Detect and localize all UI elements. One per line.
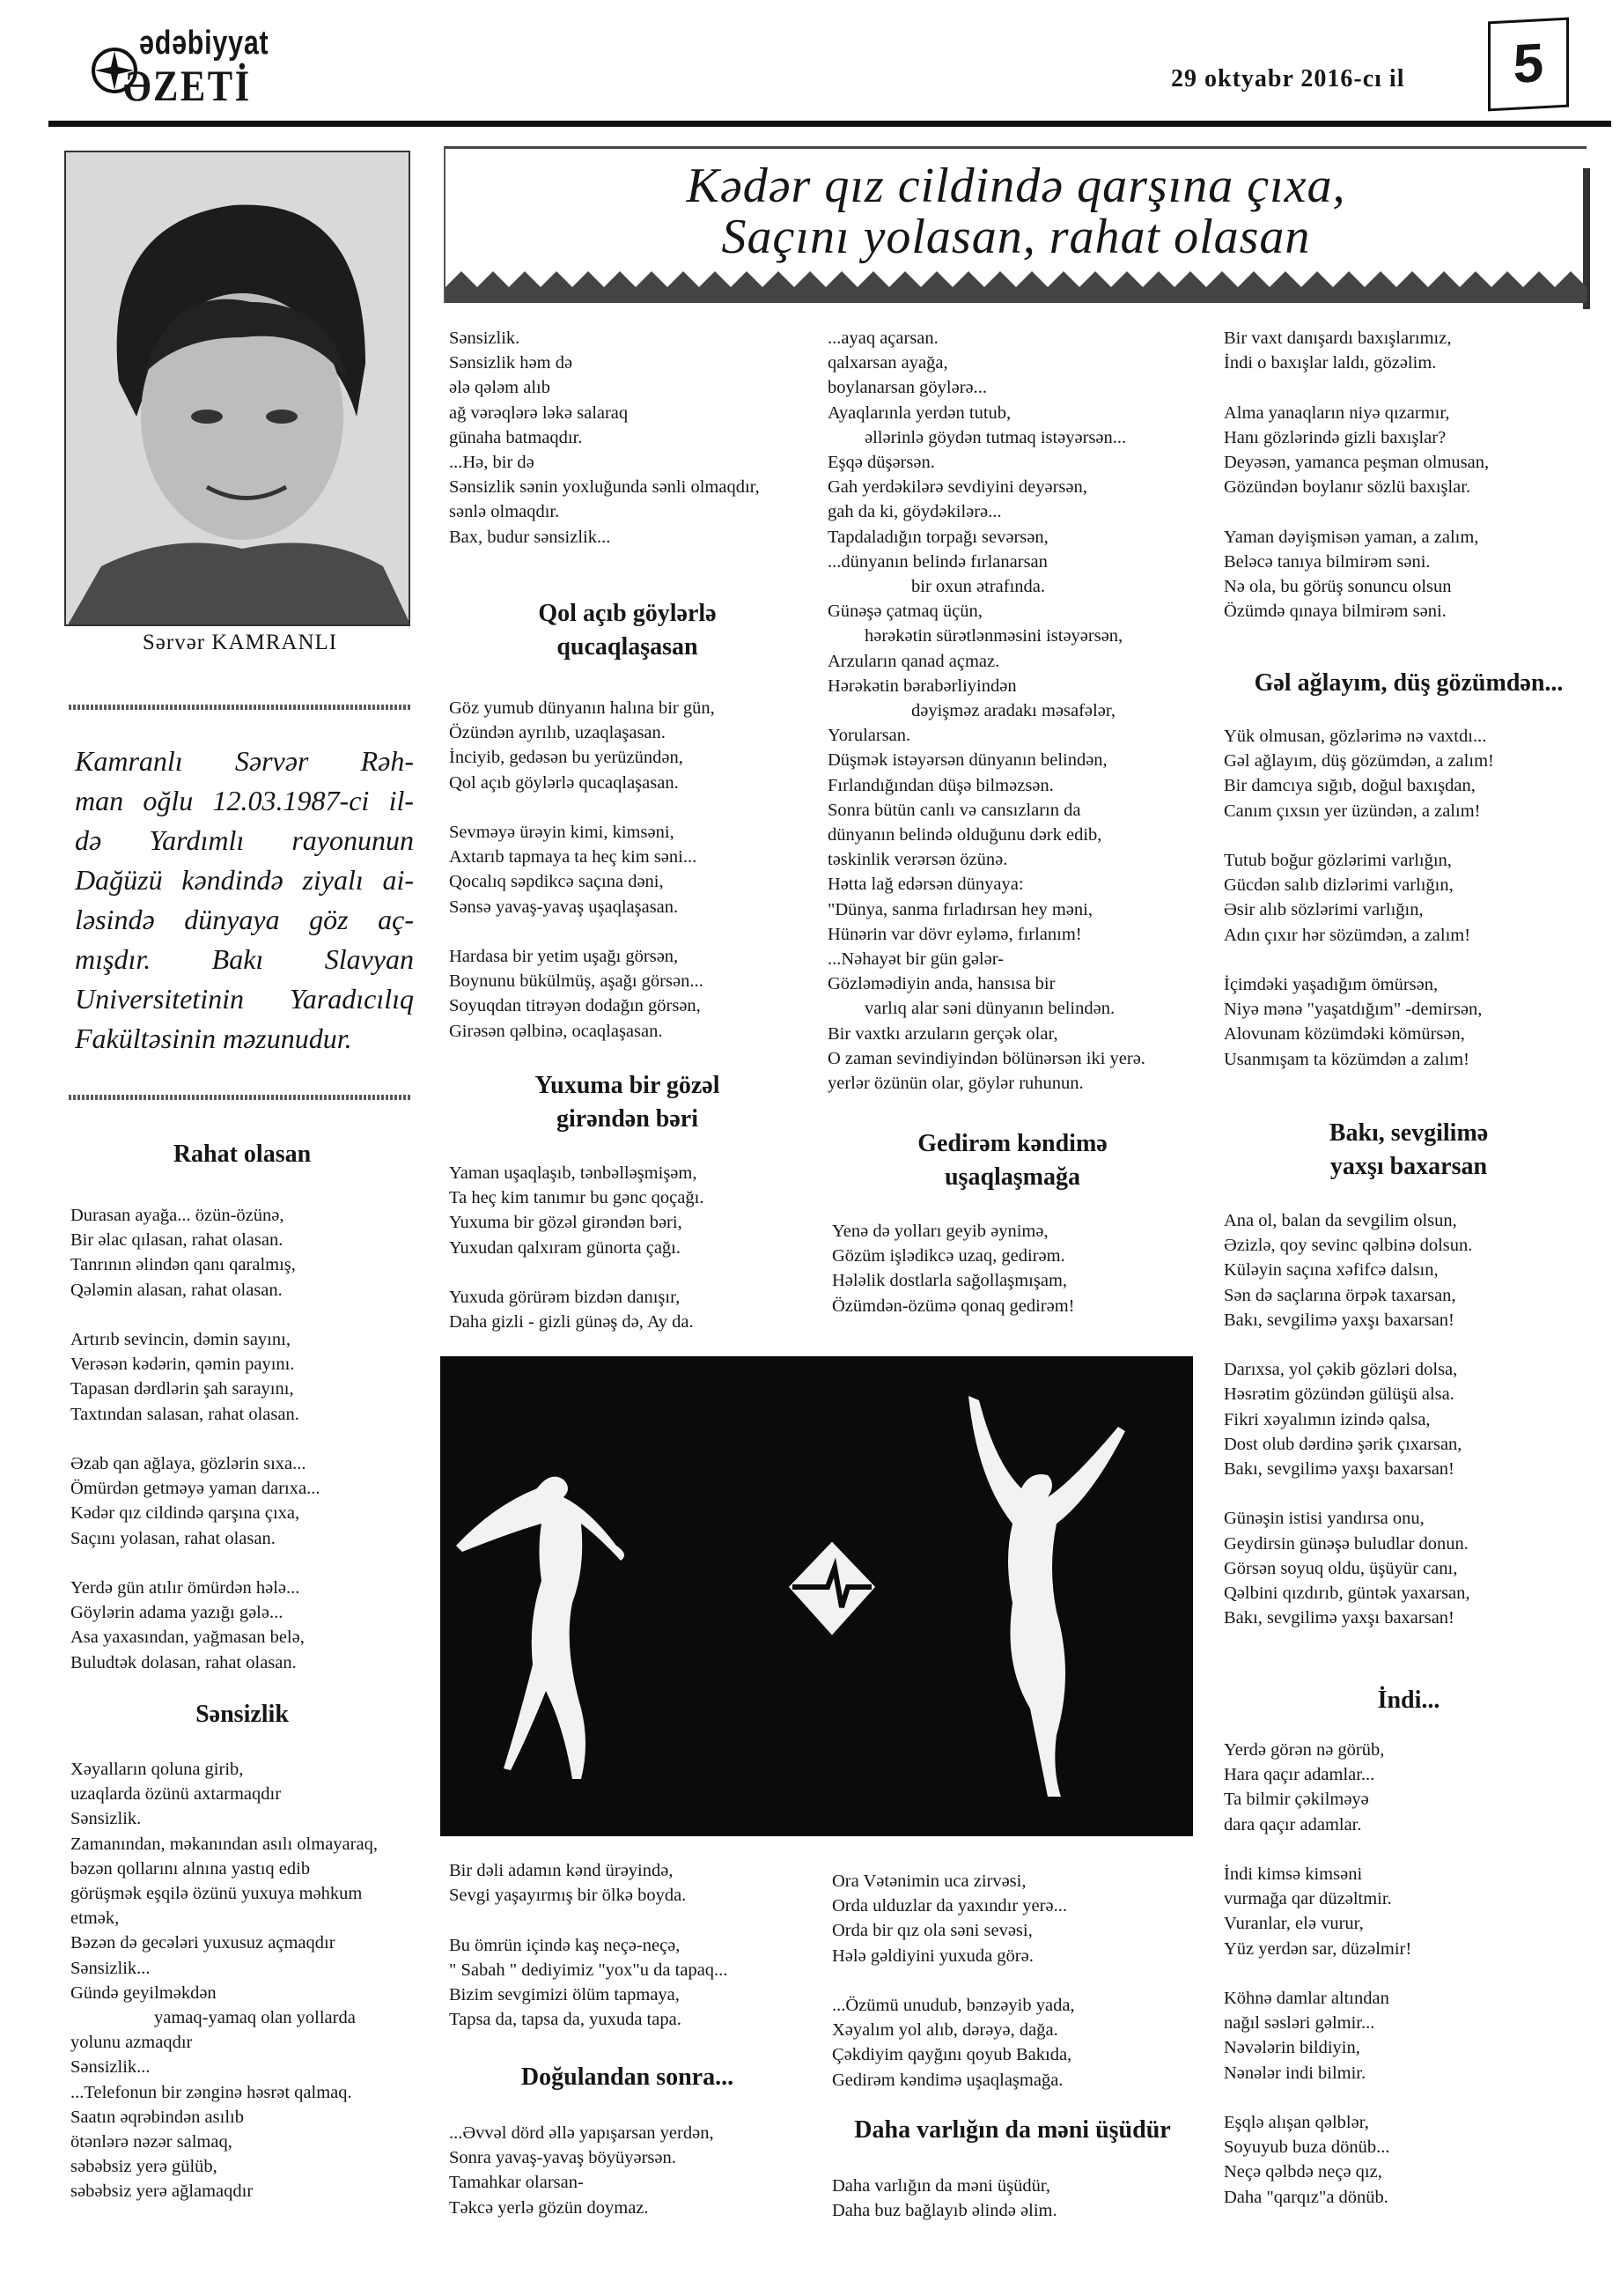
author-caption: Sərvər KAMRANLI — [142, 631, 338, 654]
poem-line: əllərinlə göydən tutmaq istəyərsən... — [865, 427, 1127, 447]
poem-line: Qocalıq səpdikcə saçına dəni, — [449, 872, 664, 892]
poem-line: Göz yumub dünyanın halına bir gün, — [449, 698, 715, 718]
poem-title-dogulandan: Doğulandan sonra... — [520, 2063, 734, 2091]
poem-rahat-olasan — [70, 1203, 320, 1675]
poem-line: Yük olmusan, gözlərimə nə vaxtdı... — [1224, 727, 1487, 746]
poem-line: ağ vərəqlərə ləkə salaraq — [449, 402, 629, 423]
stanza — [1224, 1862, 1411, 1961]
poem-line: ələ qələm alıb — [449, 378, 550, 398]
poem-line: Arzuların qanad açmaz. — [828, 651, 1000, 671]
poem-line: Ömürdən getməyə yaman darıxa... — [70, 1479, 320, 1499]
stanza — [1224, 1986, 1411, 2086]
issue-date: 29 oktyabr 2016-cı il — [1171, 65, 1405, 92]
logo-line-1: ədəbiyyat — [139, 25, 269, 62]
portrait-image — [66, 152, 410, 626]
poem-line: Təkcə yerlə gözün doymaz. — [449, 2197, 649, 2218]
poem-line: Yuxuda görürəm bizdən danışır, — [449, 1288, 681, 1307]
poem-line: günaha batmaqdır. — [449, 427, 583, 447]
stanza — [828, 326, 1145, 1096]
poem-line: Durasan ayağa... özün-özünə, — [70, 1206, 284, 1225]
poem-line: Bir vaxtkı arzuların gerçək olar, — [828, 1023, 1058, 1044]
stanza — [70, 1576, 320, 1675]
poem-line: Tamahkar olarsan- — [449, 2173, 584, 2193]
bio-line: Universitetinin Yaradıcılıq — [75, 983, 414, 1015]
poem-line: Gözüm işlədikcə uzaq, gedirəm. — [832, 1246, 1065, 1266]
poem-sensizlik-continued — [449, 326, 760, 550]
poem-line: Əsir alıb sözlərimi varlığın, — [1224, 900, 1424, 920]
poem-line: gah da ki, göydəkilərə... — [828, 502, 1002, 522]
poem-baki — [1224, 1208, 1472, 1630]
poem-line: Bir damcıya sığıb, doğul baxışdan, — [1224, 776, 1476, 796]
poem-line: səbəbsiz yerə ağlamaqdır — [70, 2182, 254, 2202]
stanza — [1224, 326, 1489, 375]
title-line: Bakı, sevgilimə — [1329, 1119, 1489, 1147]
poem-line: qalxarsan ayağa, — [828, 353, 948, 373]
poem-line: ...Telefonun bir zənginə həsrət qalmaq. — [70, 2082, 352, 2102]
poem-line: Neçə qəlbdə neçə qız, — [1224, 2162, 1382, 2182]
stanza — [1224, 525, 1489, 624]
poem-line: görüşmək eşqilə özünü yuxuya məhkum — [70, 1884, 363, 1904]
poem-line: Hətta lağ edərsən dünyaya: — [828, 875, 1024, 895]
poem-line: Orda ulduzlar da yaxındır yerə... — [832, 1896, 1067, 1916]
page-number: 5 — [1513, 33, 1544, 95]
title-line: Qol açıb göylərlə — [538, 600, 717, 627]
poem-line: ...ayaq açarsan. — [828, 329, 939, 348]
poem-daha-varligin-continued — [1224, 326, 1489, 624]
poem-line: Həsrətim gözündən gülüşü alsa. — [1224, 1384, 1454, 1405]
poem-line: Sənsizlik sənin yoxluğunda sənli olmaqdır, — [449, 477, 760, 498]
poem-line: Daha varlığın da məni üşüdür, — [832, 2176, 1050, 2196]
poem-line: yerlər özünün olar, göylər ruhunun. — [828, 1074, 1084, 1094]
headline-box — [444, 146, 1587, 303]
poem-line: Adın çıxır hər sözümdən, a zalım! — [1224, 925, 1471, 945]
title-line: qucaqlaşasan — [556, 633, 698, 661]
poem-line: Tapdaladığın torpağı sevərsən, — [828, 527, 1049, 547]
poem-line: Yerdə görən nə görüb, — [1224, 1740, 1385, 1760]
poem-line: Özümdən-özümə qonaq gedirəm! — [832, 1296, 1075, 1316]
poem-line: Sənsizlik. — [70, 1809, 142, 1829]
stanza — [449, 944, 715, 1044]
poem-line: Gündə geyilməkdən — [70, 1982, 217, 2003]
poem-line: Usanmışam ta közümdən a zalım! — [1224, 1049, 1469, 1069]
poem-title-daha-varligin: Daha varlığın da məni üşüdür — [854, 2116, 1171, 2144]
poem-line: Saatın əqrəbindən asılıb — [70, 2107, 244, 2127]
poem-line: Yuxudan qalxıram günorta çağı. — [449, 1237, 681, 1258]
stanza — [449, 696, 715, 795]
poem-line: Bəzən də gecələri yuxusuz açmaqdır — [70, 1933, 335, 1953]
author-photo — [64, 151, 410, 626]
stanza — [1224, 1357, 1472, 1481]
poem-line: nağıl səsləri gəlmir... — [1224, 2013, 1375, 2034]
bio-line: Dağüzü kəndində ziyalı ai- — [75, 864, 414, 896]
poem-line: Ana ol, balan da sevgilim olsun, — [1224, 1211, 1457, 1230]
poem-line: Nə ola, bu görüş sonuncu olsun — [1224, 577, 1452, 596]
poem-gel-aglayim — [1224, 724, 1494, 1072]
stanza — [832, 1869, 1075, 1968]
poem-line: ...Hə, bir də — [449, 453, 534, 473]
poem-line: ...Nəhayət bir gün gələr- — [828, 949, 1004, 970]
bio-line: də Yardımlı rayonunun — [75, 824, 414, 856]
header-rule — [48, 121, 1611, 127]
poem-title-qol-acib — [445, 597, 810, 664]
zigzag-border — [446, 271, 1587, 303]
stanza — [70, 1203, 320, 1303]
bio-line: mışdır. Bakı Slavyan — [75, 943, 414, 975]
poem-title-yuxuma — [445, 1069, 810, 1136]
stanza — [449, 1858, 727, 1908]
bio-line: Kamranlı Sərvər Rəh- — [75, 745, 414, 777]
poem-line: Beləcə tanıya bilmirəm səni. — [1224, 551, 1431, 572]
poem-line: Günəşə çatmaq üçün, — [828, 602, 983, 622]
poem-line: Kədər qız cildində qarşına çıxa, — [70, 1503, 300, 1524]
poem-line: Yüz yerdən sar, düzəlmir! — [1224, 1938, 1412, 1959]
poem-line: İçimdəki yaşadığım ömürsən, — [1224, 975, 1439, 994]
poem-line: Ta bilmir çəkilməyə — [1224, 1790, 1369, 1810]
poem-line: etmək, — [70, 1908, 120, 1929]
poem-line: Sənsizlik. — [449, 329, 520, 348]
poem-line: Yerdə gün atılır ömürdən hələ... — [70, 1578, 300, 1598]
poem-line: ötənlərə nəzər salmaq, — [70, 2132, 232, 2152]
poem-line: Bu ömrün içində kaş neçə-neçə, — [449, 1935, 681, 1955]
poem-line: Qələmin alasan, rahat olasan. — [70, 1280, 283, 1300]
poem-line: Saçını yolasan, rahat olasan. — [70, 1528, 276, 1548]
stanza — [449, 2121, 714, 2220]
poem-line: dara qaçır adamlar. — [1224, 1814, 1362, 1835]
poem-title-sensizlik: Sənsizlik — [195, 1701, 289, 1728]
poem-line: səbəbsiz yerə gülüb, — [70, 2157, 217, 2177]
poem-line: Əzab qan ağlaya, gözlərin sıxa... — [70, 1454, 306, 1473]
poem-line: Hardasa bir yetim uşağı görsən, — [449, 947, 679, 966]
poem-line: O zaman sevindiyindən bölünərsən iki yerə. — [828, 1048, 1145, 1068]
poem-line: uzaqlarda özünü axtarmaqdır — [70, 1784, 282, 1805]
poem-line: Sevgi yaşayırmış bir ölkə boyda. — [449, 1886, 687, 1906]
poem-line: ...Özümü unudub, bənzəyib yada, — [832, 1996, 1075, 2015]
poem-gedirem-continued — [832, 1869, 1075, 2093]
poem-line: Qəlbini qızdırıb, güntək yaxarsan, — [1224, 1584, 1470, 1604]
stanza — [449, 820, 715, 919]
poem-line: Tapasan dərdlərin şah sarayını, — [70, 1379, 294, 1399]
stanza — [70, 1757, 378, 2204]
poem-line: Düşmək istəyərsən dünyanın belindən, — [828, 750, 1108, 771]
stanza — [449, 1933, 727, 2033]
newspaper-logo — [88, 25, 343, 113]
poem-line: ...dünyanın belində fırlanarsan — [828, 551, 1048, 572]
stanza — [832, 1219, 1075, 1318]
poem-line: Nənələr indi bilmir. — [1224, 2063, 1366, 2083]
poem-line: Soyuqdan titrəyən dodağın görsən, — [449, 996, 701, 1016]
poem-line: Alovunam közümdəki kömürsən, — [1224, 1024, 1465, 1045]
poem-line: Fırlandığından düşə bilməzsən. — [828, 775, 1054, 795]
poem-line: Sənsə yavaş-yavaş uşaqlaşasan. — [449, 897, 679, 917]
poem-line: Özümdə qınaya bilmirəm səni. — [1224, 602, 1447, 622]
stanza — [1224, 2110, 1411, 2210]
title-line: yaxşı baxarsan — [1329, 1153, 1488, 1180]
poem-line: Soyuyub buza dönüb... — [1224, 2137, 1390, 2158]
poem-line: Asa yaxasından, yağmasan belə, — [70, 1628, 305, 1648]
poem-line: Gah yerdəkilərə sevdiyini deyərsən, — [828, 477, 1087, 498]
poem-line: Sənsizlik... — [70, 1958, 151, 1978]
poem-line: Alma yanaqların niyə qızarmır, — [1224, 402, 1450, 423]
dancer-right — [968, 1396, 1125, 1797]
poem-line: Yorularsan. — [828, 726, 911, 746]
title-line: Yuxuma bir gözəl — [534, 1072, 720, 1099]
stanza — [1224, 724, 1494, 823]
stanza — [1224, 401, 1489, 500]
stanza — [1224, 1738, 1411, 1837]
poem-line: Yenə də yolları geyib əynimə, — [832, 1222, 1049, 1241]
poem-line: Əzizlə, qoy sevinc qəlbinə dolsun. — [1224, 1236, 1473, 1256]
poem-line: Axtarıb tapmaya ta heç kim səni... — [449, 847, 697, 867]
poem-line: dünyanın belində olduğunu dərk edib, — [828, 825, 1102, 845]
poem-line: bir oxun ətrafında. — [911, 577, 1045, 597]
bio-line: ləsində dünyaya göz aç- — [75, 904, 414, 935]
poem-yuxuma — [449, 1161, 703, 1334]
poem-line: Qol açıb göylərlə qucaqlaşasan. — [449, 772, 679, 793]
poem-line: Hərəkətin bərabərliyindən — [828, 676, 1017, 696]
poem-line: Küləyin saçına xəfifcə dalsın, — [1224, 1260, 1439, 1281]
logo-line-2: ƏZETİ — [123, 61, 252, 110]
poem-gedirem — [832, 1219, 1075, 1318]
poem-daha-varligin — [832, 2174, 1057, 2223]
poem-line: Verəsən kədərin, qəmin payını. — [70, 1355, 295, 1375]
poem-line: İnciyib, gedəsən bu yerüzündən, — [449, 748, 683, 768]
poem-line: Çəkdiyim qayğını qoyub Bakıda, — [832, 2045, 1072, 2065]
poem-line: Gözündən boylanır sözlü baxışlar. — [1224, 477, 1471, 498]
poem-line: Xəyalım yol alıb, dərəyə, dağa. — [832, 2020, 1058, 2041]
poem-line: Ora Vətənimin uca zirvəsi, — [832, 1871, 1027, 1891]
poem-line: İndi kimsə kimsəni — [1224, 1864, 1363, 1884]
poem-line: Sonra bütün canlı və cansızların da — [828, 800, 1081, 820]
poem-line: Geydirsin günəşə buludlar donun. — [1224, 1533, 1469, 1554]
poem-line: Zamanından, məkanından asılı olmayaraq, — [70, 1834, 378, 1854]
poem-title-gedirem — [823, 1127, 1202, 1194]
poem-line: Orda bir qız ola səni sevəsi, — [832, 1921, 1033, 1941]
poem-line: Ta heç kim tanımır bu gənc qoçağı. — [449, 1188, 704, 1208]
stanza — [832, 2174, 1057, 2223]
poem-line: Eşqlə alışan qəlblər, — [1224, 2113, 1369, 2132]
poem-title-baki — [1219, 1117, 1598, 1184]
poem-line: Sənsizlik həm də — [449, 353, 573, 373]
poem-line: Daha gizli - gizli günəş də, Ay da. — [449, 1312, 694, 1333]
poem-line: Boynunu bükülmüş, aşağı görsən... — [449, 971, 703, 992]
title-line: Gedirəm kəndimə — [917, 1130, 1108, 1157]
title-line: uşaqlaşmağa — [944, 1163, 1081, 1191]
divider — [69, 705, 412, 710]
poem-line: Eşqə düşərsən. — [828, 453, 935, 473]
poem-line: vurmağa qar düzəltmir. — [1224, 1889, 1392, 1909]
poem-line: Bir dəli adamın kənd ürəyində, — [449, 1861, 674, 1880]
poem-qol-acib — [449, 696, 715, 1044]
poem-line: Hara qaçır adamlar... — [1224, 1765, 1375, 1785]
poem-line: Gözləmədiyin anda, hansısa bir — [828, 974, 1056, 994]
poem-line: Hünərin var dövr eyləmə, fırlanım! — [828, 924, 1082, 944]
stanza — [70, 1451, 320, 1551]
poem-title-gel-aglayim: Gəl ağlayım, düş gözümdən... — [1254, 669, 1564, 697]
poem-line: Bizim sevgimizi ölüm tapmaya, — [449, 1985, 680, 2004]
stanza — [449, 1285, 703, 1334]
poem-line: Hələ gəldiyini yuxuda görə. — [832, 1945, 1034, 1966]
poem-line: Sən də saçlarına örpək taxarsan, — [1224, 1285, 1456, 1305]
poem-line: Canım çıxsın yer üzündən, a zalım! — [1224, 801, 1481, 821]
poem-line: Dost olub dərdinə şərik çıxarsan, — [1224, 1434, 1462, 1454]
poem-line: Yaman dəyişmisən yaman, a zalım, — [1224, 527, 1479, 547]
dancer-left — [456, 1477, 624, 1779]
poem-line: Taxtından salasan, rahat olasan. — [70, 1404, 299, 1424]
poem-line: Gedirəm kəndimə uşaqlaşmağa. — [832, 2070, 1064, 2090]
headline-line-1: Kədər qız cildində qarşına çıxa, — [686, 159, 1346, 213]
poem-dogulandan — [449, 2121, 714, 2220]
poem-line: Artırıb sevincin, dəmin sayını, — [70, 1330, 291, 1349]
poem-line: Tutub boğur gözlərimi varlığın, — [1224, 851, 1452, 870]
poem-line: Bir əlac qılasan, rahat olasan. — [70, 1230, 284, 1251]
stanza — [1224, 1208, 1472, 1333]
stanza — [1224, 972, 1494, 1072]
poem-line: Tanrının əlindən qanı qaralmış, — [70, 1255, 296, 1275]
poem-line: Günəşin istisi yandırsa onu, — [1224, 1509, 1425, 1529]
poem-line: Niyə mənə "yaşatdığım" -demirsən, — [1224, 1000, 1483, 1020]
headline-line-2: Saçını yolasan, rahat olasan — [721, 210, 1311, 264]
bio-line: Fakültəsinin məzunudur. — [75, 1022, 352, 1054]
page-number-box — [1488, 18, 1569, 112]
poem-line: Xəyalların qoluna girib, — [70, 1760, 244, 1779]
poem-line: Buludtək dolasan, rahat olasan. — [70, 1652, 297, 1672]
poem-yuxuma-continued — [449, 1858, 727, 2032]
poem-line: Hələlik dostlarla sağollaşmışam, — [832, 1271, 1068, 1291]
poem-line: Nəvələrin bildiyin, — [1224, 2038, 1360, 2058]
poem-line: Gücdən salıb dizlərimi varlığın, — [1224, 875, 1454, 896]
poem-line: Sənsizlik... — [70, 2057, 151, 2078]
poem-sensizlik — [70, 1757, 378, 2204]
poem-line: Yaman uşaqlaşıb, tənbəlləşmişəm, — [449, 1163, 697, 1183]
poem-line: Özündən ayrılıb, uzaqlaşasan. — [449, 723, 666, 743]
stanza — [449, 1161, 703, 1260]
poem-line: Sevməyə ürəyin kimi, kimsəni, — [449, 823, 674, 842]
poem-line: Bir vaxt danışardı baxışlarımız, — [1224, 329, 1452, 348]
stanza — [832, 1993, 1075, 2093]
poem-line: Daha buz bağlayıb əlində əlim. — [832, 2201, 1057, 2221]
poem-line: Göylərin adama yazığı gələ... — [70, 1603, 284, 1623]
poem-line: "Dünya, sanma fırladırsan hey məni, — [828, 899, 1093, 919]
poem-line: Ayaqlarınla yerdən tutub, — [828, 402, 1012, 423]
poem-line: Bakı, sevgilimə yaxşı baxarsan! — [1224, 1459, 1454, 1480]
poem-line: Daha "qarqız"a dönüb. — [1224, 2187, 1388, 2207]
poem-line: Deyəsən, yamanca peşman olmusan, — [1224, 453, 1490, 472]
poem-line: boylanarsan göylərə... — [828, 378, 988, 398]
poem-line: Fikri xəyalımın izində qalsa, — [1224, 1409, 1431, 1429]
stanza — [1224, 1506, 1472, 1630]
author-bio — [75, 742, 414, 1059]
poem-line: Sonra yavaş-yavaş böyüyərsən. — [449, 2148, 676, 2168]
poem-title-rahat-olasan: Rahat olasan — [173, 1141, 312, 1168]
poem-line: Bakı, sevgilimə yaxşı baxarsan! — [1224, 1608, 1454, 1628]
poem-indi — [1224, 1738, 1411, 2210]
stanza — [449, 326, 760, 550]
poem-line: Yuxuma bir gözəl girəndən bəri, — [449, 1213, 682, 1233]
poem-line: " Sabah " dediyimiz "yox"u da tapaq... — [449, 1960, 728, 1980]
poem-line: varlıq alar səni dünyanın belindən. — [865, 999, 1116, 1019]
poem-line: Tapsa da, tapsa da, yuxuda tapa. — [449, 2010, 681, 2030]
poem-line: ...Əvvəl dörd əllə yapışarsan yerdən, — [449, 2123, 714, 2143]
poem-line: Görsən soyuq oldu, üşüyür canı, — [1224, 1558, 1458, 1578]
poem-dogulandan-continued — [828, 326, 1145, 1096]
poem-line: sənlə olmaqdır. — [449, 502, 560, 522]
divider — [69, 1095, 412, 1100]
poem-line: Hanı gözlərində gizli baxışlar? — [1224, 427, 1447, 447]
poem-line: Girəsən qəlbinə, ocaqlaşasan. — [449, 1021, 663, 1041]
poem-line: yolunu azmaqdır — [70, 2033, 193, 2053]
title-line: girəndən bəri — [556, 1105, 698, 1133]
poem-line: Darıxsa, yol çəkib gözləri dolsa, — [1224, 1360, 1458, 1380]
bio-line: man oğlu 12.03.1987-ci il- — [75, 785, 414, 816]
poem-line: İndi o baxışlar laldı, gözəlim. — [1224, 353, 1437, 373]
poem-line: Gəl ağlayım, düş gözümdən, a zalım! — [1224, 751, 1494, 771]
illustration-dancers — [440, 1356, 1193, 1836]
stanza — [1224, 848, 1494, 948]
poem-line: yamaq-yamaq olan yollarda — [154, 2008, 356, 2028]
dancers-image — [440, 1356, 1193, 1836]
poem-line: hərəkətin sürətlənməsini istəyərsən, — [865, 626, 1123, 646]
poem-line: Köhnə damlar altından — [1224, 1989, 1389, 2008]
poem-line: təskinlik verərsən özünə. — [828, 850, 1008, 870]
poem-line: Bakı, sevgilimə yaxşı baxarsan! — [1224, 1310, 1454, 1330]
poem-line: dəyişməz aradakı məsafələr, — [911, 701, 1116, 721]
poem-line: bəzən qollarını alnına yastıq edib — [70, 1858, 311, 1879]
poem-title-indi: İndi... — [1377, 1687, 1440, 1714]
stanza — [70, 1327, 320, 1427]
poem-line: Bax, budur sənsizlik... — [449, 527, 611, 547]
poem-line: Vuranlar, elə vurur, — [1224, 1914, 1364, 1934]
